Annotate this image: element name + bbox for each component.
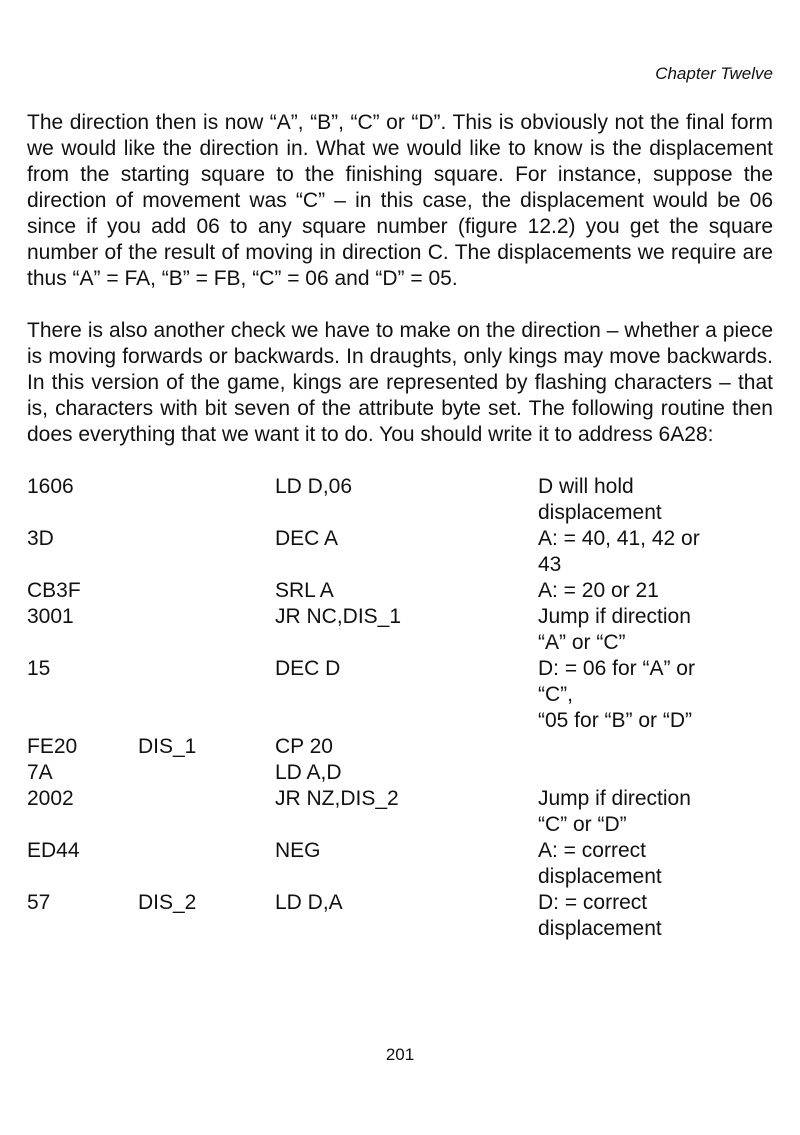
listing-label [138,526,275,578]
listing-comment: Jump if direction “A” or “C” [538,605,691,654]
listing-comment [538,760,733,786]
listing-hex: FE20 [27,735,78,758]
listing-label: DIS_1 [138,735,197,758]
listing-instruction: JR NC,DIS_1 [275,605,402,628]
listing-row [27,734,773,760]
listing-label [138,604,275,656]
listing-instruction: DEC A [275,527,339,550]
listing-hex: 57 [27,891,51,914]
paragraph-direction-check: There is also another check we have to make on the direction – whether a piece is moving forwards or backwards. In draughts, only kings may move backwards. In this version of the game, kings are represented by flashing characters – that is, characters with bit seven of the attribute byte set. The following routine then does everything that we want it to do. You should write it to address 6A28: [27,319,773,446]
listing-comment: D: = 06 for “A” or “C”, “05 for “B” or “D” [538,657,695,732]
listing-row [27,578,773,604]
paragraph-displacement: The direction then is now “A”, “B”, “C” or “D”. This is obviously not the final form we would like the direction in. What we would like to know is the displacement from the starting square to the finishing square. For instance, suppose the direction of movement was “C” – in this case, the displacement would be 06 since if you add 06 to any square number (figure 12.2) you get the square number of the result of moving in direction C. The displacements we require are thus “A” = FA, “B” = FB, “C” = 06 and “D” = 05. [27,111,773,290]
listing-hex: 3001 [27,605,74,628]
listing-label [138,656,275,734]
listing-hex: CB3F [27,579,81,602]
listing-comment: A: = 40, 41, 42 or 43 [538,527,700,576]
listing-label [138,760,275,786]
listing-row [27,604,773,656]
listing-hex: 3D [27,527,54,550]
listing-comment: A: = 20 or 21 [538,579,659,602]
assembly-listing [27,474,773,942]
page-number: 201 [385,1045,415,1064]
listing-comment: A: = correct displacement [538,839,662,888]
listing-hex: 2002 [27,787,74,810]
listing-instruction: JR NZ,DIS_2 [275,787,399,810]
listing-comment [538,734,733,760]
listing-instruction: CP 20 [275,735,333,758]
listing-row [27,656,773,734]
listing-label [138,786,275,838]
listing-row [27,474,773,526]
listing-comment: Jump if direction “C” or “D” [538,787,691,836]
listing-instruction: DEC D [275,657,341,680]
page-content [27,110,773,942]
listing-label: DIS_2 [138,891,197,914]
listing-instruction: LD A,D [275,761,342,784]
listing-row [27,760,773,786]
listing-hex: 7A [27,761,53,784]
listing-instruction: SRL A [275,579,334,602]
listing-row [27,890,773,942]
listing-comment: D: = correct displacement [538,891,662,940]
listing-label [138,474,275,526]
listing-hex: 15 [27,657,51,680]
listing-hex: ED44 [27,839,80,862]
listing-row [27,786,773,838]
listing-row [27,526,773,578]
listing-instruction: LD D,06 [275,475,353,498]
listing-hex: 1606 [27,475,74,498]
listing-row [27,838,773,890]
listing-comment: D will hold displacement [538,475,662,524]
chapter-header: Chapter Twelve [655,64,773,83]
listing-instruction: LD D,A [275,891,343,914]
listing-label [138,578,275,604]
listing-instruction: NEG [275,839,321,862]
listing-label [138,838,275,890]
